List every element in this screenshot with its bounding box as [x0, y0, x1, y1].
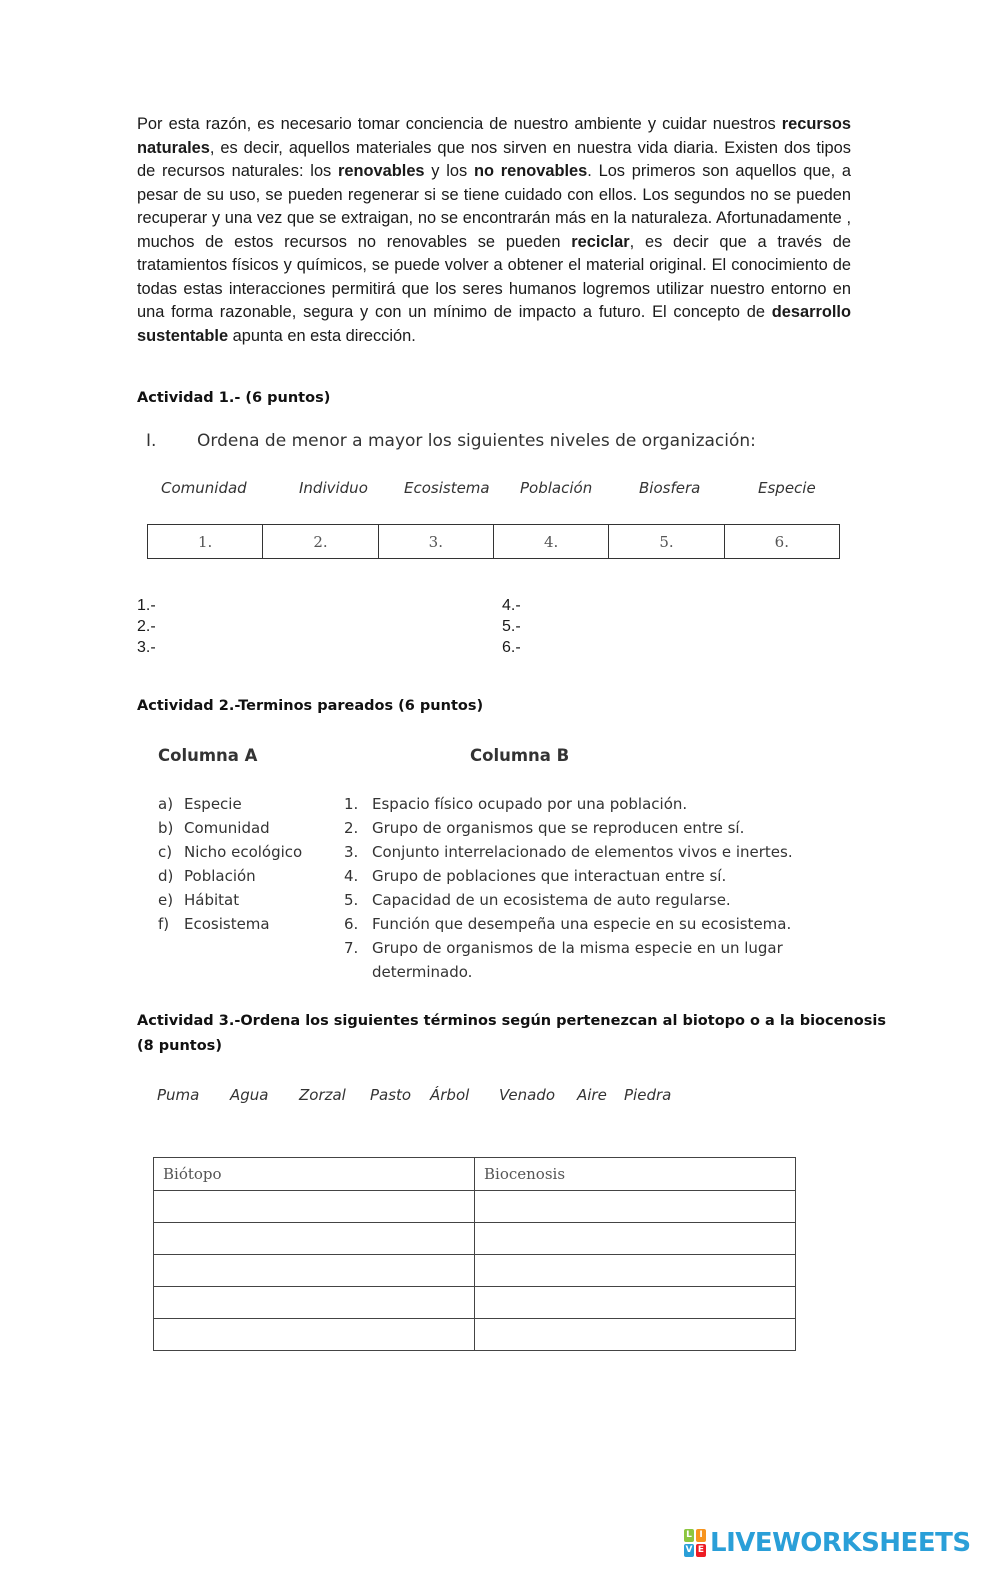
term-biosfera: Biosfera [639, 479, 701, 497]
item-letter: c) [158, 843, 173, 861]
intro-text: Por esta razón, es necesario tomar conciencia de nuestro ambiente y cuidar nuestros [137, 115, 782, 133]
table-row [154, 1223, 796, 1255]
answer-line-3[interactable]: 3.- [137, 639, 156, 656]
table-cell[interactable] [475, 1255, 796, 1287]
order-cell-4[interactable]: 4. [493, 525, 608, 559]
column-header-biocenosis: Biocenosis [475, 1158, 796, 1191]
order-table [147, 524, 840, 559]
table-cell[interactable] [154, 1191, 475, 1223]
list-item[interactable] [158, 864, 302, 888]
list-item[interactable] [344, 792, 814, 816]
answers-left [137, 595, 156, 658]
term-especie: Especie [758, 479, 816, 497]
term-poblacion: Población [520, 479, 593, 497]
item-text: Grupo de organismos de la misma especie en un lugar determinado. [372, 939, 783, 981]
list-item[interactable] [158, 888, 302, 912]
activity1-instruction: Ordena de menor a mayor los siguientes niveles de organización: [197, 431, 756, 451]
intro-bold: recursos naturales [137, 115, 851, 157]
table-row [154, 1191, 796, 1223]
column-a-list [158, 792, 302, 936]
term-comunidad: Comunidad [161, 479, 247, 497]
term-aire: Aire [577, 1086, 607, 1104]
activity2-heading: Actividad 2.-Terminos pareados (6 puntos) [137, 698, 484, 714]
list-item[interactable] [158, 912, 302, 936]
item-text: Especie [184, 795, 242, 813]
item-number: 2. [344, 819, 359, 837]
term-pasto: Pasto [370, 1086, 412, 1104]
list-item[interactable] [344, 912, 814, 936]
table-cell[interactable] [475, 1191, 796, 1223]
intro-text: apunta en esta dirección. [228, 326, 416, 345]
intro-bold: desarrollo sustentable [137, 303, 851, 345]
item-letter: f) [158, 915, 170, 933]
intro-text: y los [424, 162, 474, 180]
list-item[interactable] [344, 888, 814, 912]
answer-line-4[interactable]: 4.- [502, 597, 521, 614]
order-cell-5[interactable]: 5. [609, 525, 724, 559]
intro-text: . Los primeros son aquellos que, a pesar de su uso, se pueden regenerar si se tiene cuidado con ellos. Los segundos no se pueden recuperar y una vez que se extraigan, no se encontrarán más en la naturaleza. Afortunadamente , muchos de estos recursos no renovables se pueden [137, 162, 851, 251]
item-number: 3. [344, 843, 359, 861]
term-piedra: Piedra [624, 1086, 672, 1104]
logo-text: LIVEWORKSHEETS [710, 1528, 971, 1558]
table-cell[interactable] [154, 1319, 475, 1351]
item-text: Conjunto interrelacionado de elementos vivos e inertes. [372, 843, 793, 861]
item-text: Función que desempeña una especie en su ecosistema. [372, 915, 792, 933]
intro-paragraph [137, 113, 851, 348]
table-cell[interactable] [154, 1255, 475, 1287]
intro-bold: no renovables [473, 162, 588, 180]
activity1-heading: Actividad 1.- (6 puntos) [137, 390, 331, 406]
term-agua: Agua [230, 1086, 269, 1104]
liveworksheets-logo [684, 1527, 971, 1559]
list-item[interactable] [158, 816, 302, 840]
item-text: Población [184, 867, 256, 885]
list-item[interactable] [344, 840, 814, 864]
item-text: Hábitat [184, 891, 240, 909]
logo-letter: V [685, 1545, 693, 1555]
order-cell-3[interactable]: 3. [378, 525, 493, 559]
item-letter: e) [158, 891, 174, 909]
order-cell-2[interactable]: 2. [263, 525, 378, 559]
list-item[interactable] [344, 864, 814, 888]
activity3-points: (8 puntos) [137, 1038, 222, 1054]
activity1-roman: I. [146, 431, 157, 451]
term-individuo: Individuo [299, 479, 368, 497]
table-cell[interactable] [475, 1319, 796, 1351]
item-number: 7. [344, 939, 359, 957]
item-text: Capacidad de un ecosistema de auto regularse. [372, 891, 731, 909]
item-text: Ecosistema [184, 915, 270, 933]
item-letter: b) [158, 819, 174, 837]
item-text: Espacio físico ocupado por una población. [372, 795, 688, 813]
order-cell-6[interactable]: 6. [724, 525, 839, 559]
item-text: Comunidad [184, 819, 270, 837]
intro-text: , es decir, aquellos materiales que nos sirven en nuestra vida diaria. Existen dos tipos de recursos naturales: los [137, 138, 851, 180]
list-item[interactable] [158, 792, 302, 816]
item-text: Nicho ecológico [184, 843, 303, 861]
table-row [154, 1287, 796, 1319]
logo-letter: L [684, 1529, 694, 1542]
column-a-title: Columna A [158, 746, 258, 765]
biotopo-biocenosis-table [153, 1157, 796, 1351]
item-letter: a) [158, 795, 174, 813]
table-cell[interactable] [154, 1223, 475, 1255]
intro-bold: renovables [338, 162, 425, 180]
column-header-biotopo: Biótopo [154, 1158, 475, 1191]
answer-line-2[interactable]: 2.- [137, 618, 156, 635]
table-row [154, 1319, 796, 1351]
term-arbol: Árbol [430, 1086, 470, 1104]
table-header-row [154, 1158, 796, 1191]
term-puma: Puma [157, 1086, 200, 1104]
list-item[interactable] [344, 816, 814, 840]
term-zorzal: Zorzal [299, 1086, 346, 1104]
table-cell[interactable] [475, 1223, 796, 1255]
list-item[interactable] [344, 936, 792, 984]
answer-line-5[interactable]: 5.- [502, 618, 521, 635]
item-text: Grupo de poblaciones que interactuan entre sí. [372, 867, 727, 885]
column-b-title: Columna B [470, 746, 570, 765]
answer-line-6[interactable]: 6.- [502, 639, 521, 656]
item-letter: d) [158, 867, 174, 885]
logo-mark-icon [684, 1529, 706, 1557]
logo-letter: I [696, 1529, 706, 1542]
item-number: 5. [344, 891, 359, 909]
list-item[interactable] [158, 840, 302, 864]
answer-line-1[interactable]: 1.- [137, 597, 156, 614]
table-row [154, 1255, 796, 1287]
column-b-list [344, 792, 814, 984]
table-cell[interactable] [475, 1287, 796, 1319]
item-text: Grupo de organismos que se reproducen entre sí. [372, 819, 745, 837]
item-number: 1. [344, 795, 359, 813]
term-venado: Venado [499, 1086, 556, 1104]
logo-letter: E [697, 1545, 705, 1555]
answers-right [502, 595, 521, 658]
item-number: 6. [344, 915, 359, 933]
item-number: 4. [344, 867, 359, 885]
term-ecosistema: Ecosistema [404, 479, 490, 497]
order-cell-1[interactable]: 1. [148, 525, 263, 559]
table-cell[interactable] [154, 1287, 475, 1319]
activity3-heading: Actividad 3.-Ordena los siguientes términos según pertenezcan al biotopo o a la biocenosis [137, 1013, 886, 1029]
intro-bold: reciclar [571, 232, 630, 251]
intro-text: , es decir que a través de tratamientos físicos y químicos, se puede volver a obtener el material original. El conocimiento de todas estas interacciones permitirá que los seres humanos logremos utilizar nuestro entorno en una forma razonable, segura y con un mínimo de impacto a futuro. El concepto de [137, 232, 852, 321]
order-row [148, 525, 840, 559]
